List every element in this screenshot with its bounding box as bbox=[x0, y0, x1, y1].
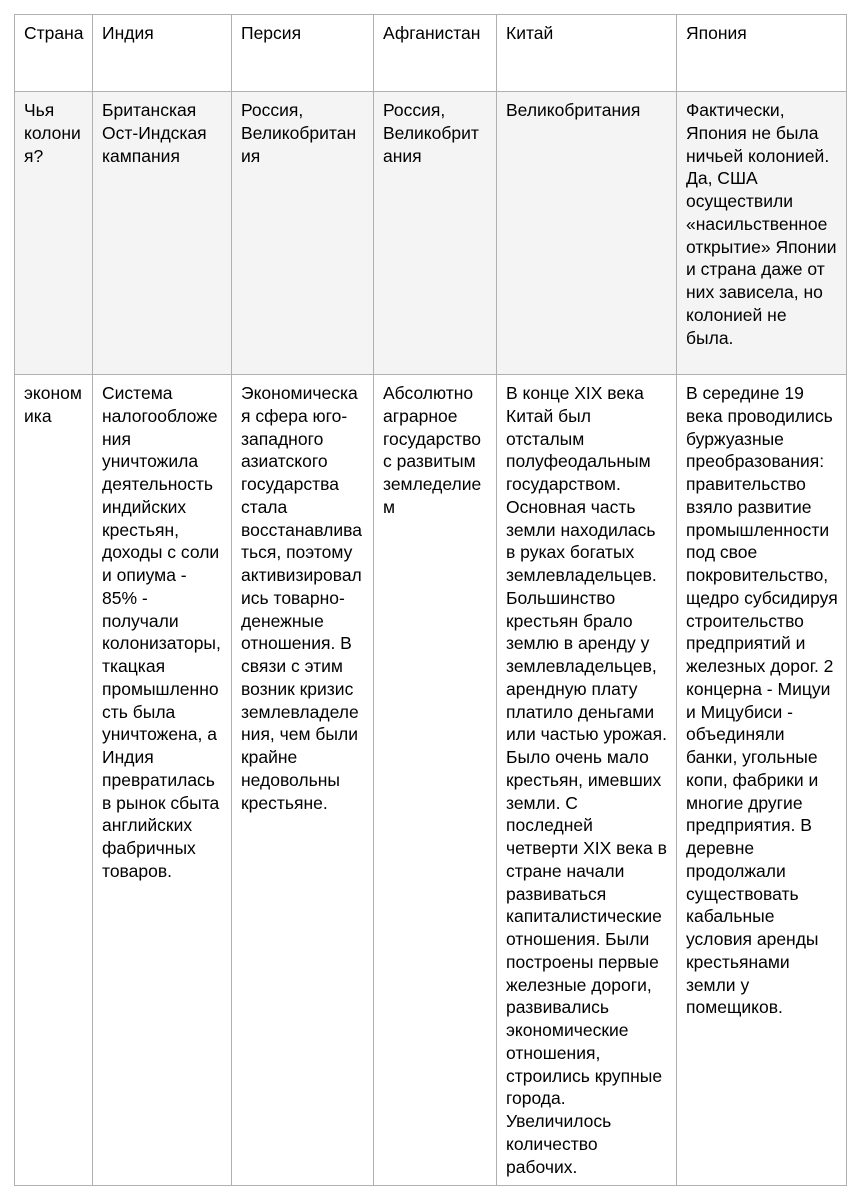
cell-colony-japan bbox=[677, 92, 847, 375]
comparison-table bbox=[14, 14, 847, 1186]
cell-economy-china-text: В конце XIX века Китай был отсталым полуфеодальным государством. Основная часть земли находилась в руках богатых землевладельцев. Большинство крестьян брало землю в аренду у землевладельцев, арендную плату платило деньгами или частью урожая. Было очень мало крестьян, имевших земли. С последней четверти XIX века в стране начали развиваться капиталистические отношения. Были построены первые железные дороги, развивались экономические отношения, строились крупные города. Увеличилось количество рабочих. bbox=[506, 383, 672, 1177]
cell-colony-afghanistan-text: Россия, Великобритания bbox=[383, 100, 479, 166]
cell-colony-india-text: Британская Ост-Индская кампания bbox=[102, 100, 212, 166]
cell-economy-persia bbox=[232, 375, 374, 1186]
column-header-india-label: Индия bbox=[102, 23, 154, 43]
cell-economy-china bbox=[497, 375, 677, 1186]
column-header-afghanistan-label: Афганистан bbox=[383, 23, 481, 43]
column-header-japan-label: Япония bbox=[686, 23, 747, 43]
cell-colony-japan-text: Фактически, Япония не была ничьей колонией. Да, США осуществили «насильственное открытие» Японии и страна даже от них зависела, но колонией не была. bbox=[686, 100, 842, 348]
column-header-country-label: Страна bbox=[24, 23, 84, 43]
cell-economy-afghanistan-text: Абсолютно аграрное государство с развитым земледелием bbox=[383, 383, 486, 517]
cell-colony-persia bbox=[232, 92, 374, 375]
cell-economy-japan bbox=[677, 375, 847, 1186]
table-row-colony bbox=[15, 92, 847, 375]
cell-colony-china-text: Великобритания bbox=[506, 100, 641, 120]
cell-economy-india-text: Система налогообложения уничтожила деятельность индийских крестьян, доходы с соли и опиума - 85% - получали колонизаторы, ткацкая промышленность была уничтожена, а Индия превратилась в рынок сбыта английских фабричных товаров. bbox=[102, 383, 226, 881]
cell-economy-japan-text: В середине 19 века проводились буржуазные преобразования: правительство взяло развитие промышленности под свое покровительство, щедро субсидируя строительство предприятий и железных дорог. 2 концерна - Мицуи и Мицубиси - объединяли банки, угольные копи, фабрики и многие другие предприятия. В деревне продолжали существовать кабальные условия аренды крестьянами земли у помещиков. bbox=[686, 383, 843, 1018]
column-header-india bbox=[93, 15, 232, 92]
column-header-afghanistan bbox=[374, 15, 497, 92]
cell-economy-india bbox=[93, 375, 232, 1186]
cell-colony-afghanistan bbox=[374, 92, 497, 375]
column-header-country bbox=[15, 15, 93, 92]
cell-economy-afghanistan bbox=[374, 375, 497, 1186]
table-row-economy bbox=[15, 375, 847, 1186]
column-header-persia-label: Персия bbox=[241, 23, 302, 43]
column-header-china bbox=[497, 15, 677, 92]
column-header-persia bbox=[232, 15, 374, 92]
cell-colony-india bbox=[93, 92, 232, 375]
cell-colony-china bbox=[497, 92, 677, 375]
cell-colony-persia-text: Россия, Великобритания bbox=[241, 100, 357, 166]
column-header-china-label: Китай bbox=[506, 23, 554, 43]
cell-economy-persia-text: Экономическая сфера юго-западного азиатского государства стала восстанавливаться, поэтому активизировались товарно-денежные отношения. В связи с этим возник кризис землевладеления, чем были крайне недовольны крестьяне. bbox=[241, 383, 363, 813]
row-label-economy bbox=[15, 375, 93, 1186]
row-label-colony bbox=[15, 92, 93, 375]
column-header-japan bbox=[677, 15, 847, 92]
table-header-row bbox=[15, 15, 847, 92]
row-label-colony-text: Чья колония? bbox=[24, 100, 81, 166]
row-label-economy-text: экономика bbox=[24, 383, 82, 426]
